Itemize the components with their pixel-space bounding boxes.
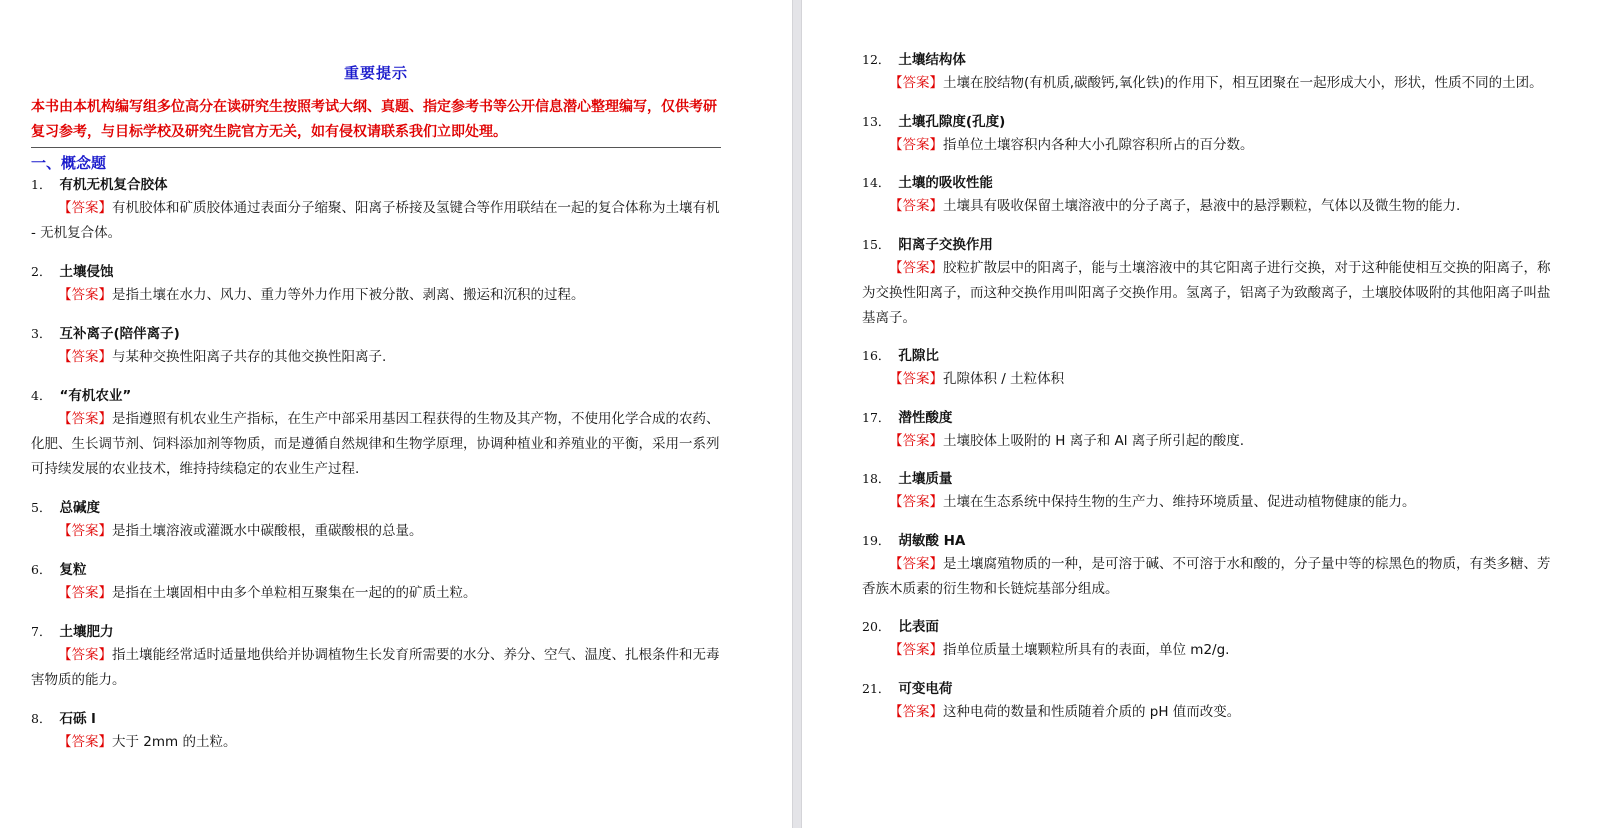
entry-number: 7．	[31, 624, 52, 639]
answer-tag: 【答案】	[889, 642, 943, 658]
term-line	[862, 407, 1552, 429]
entry-term: 比表面	[898, 619, 939, 635]
entry-number: 1．	[31, 177, 52, 192]
term-line	[31, 559, 721, 581]
answer-text: 是土壤腐殖物质的一种，是可溶于碱、不可溶于水和酸的，分子量中等的棕黑色的物质，有类多糖、芳香族木质素的衍生物和长链烷基部分组成。	[862, 555, 1551, 597]
entry-number: 4．	[31, 388, 52, 403]
term-line	[862, 49, 1552, 71]
entry-answer	[862, 133, 1552, 158]
answer-text: 指单位质量土壤颗粒所具有的表面，单位 m2/g.	[943, 642, 1230, 658]
term-line	[31, 708, 721, 730]
answer-tag: 【答案】	[58, 349, 112, 365]
entry-answer	[862, 429, 1552, 454]
answer-tag: 【答案】	[889, 703, 943, 720]
entry-answer	[862, 552, 1552, 602]
page-content	[862, 0, 1552, 739]
answer-text: 孔隙体积 / 土粒体积	[943, 371, 1065, 387]
entry-term: 孔隙比	[898, 348, 939, 364]
term-line	[862, 678, 1552, 700]
entry-term: 土壤孔隙度(孔度)	[898, 113, 1006, 130]
entry-term: 胡敏酸 HA	[898, 532, 966, 549]
answer-tag: 【答案】	[889, 198, 943, 214]
answer-text: 是指在土壤固相中由多个单粒相互聚集在一起的的矿质土粒。	[112, 585, 477, 601]
page-content	[31, 0, 721, 770]
term-line	[862, 234, 1552, 256]
entry-term: 有机无机复合胶体	[59, 177, 168, 193]
concept-entry	[862, 616, 1552, 663]
entry-answer	[862, 194, 1552, 219]
answer-text: 土壤胶体上吸附的 H 离子和 Al 离子所引起的酸度.	[943, 432, 1245, 449]
answer-tag: 【答案】	[58, 200, 112, 216]
entry-term: 土壤侵蚀	[59, 264, 114, 280]
answer-tag: 【答案】	[58, 585, 112, 601]
entry-term: “有机农业”	[59, 388, 132, 404]
entry-term: 土壤结构体	[898, 52, 966, 68]
entry-number: 15．	[862, 236, 891, 252]
entry-number: 6．	[31, 562, 52, 577]
entry-number: 17．	[862, 409, 891, 425]
entry-number: 18．	[862, 471, 891, 486]
entry-answer	[862, 490, 1552, 515]
answer-text: 土壤具有吸收保留土壤溶液中的分子离子，悬液中的悬浮颗粒，气体以及微生物的能力.	[943, 198, 1461, 214]
concept-entry	[862, 530, 1552, 602]
notice-title: 重要提示	[343, 64, 408, 82]
entry-answer	[31, 730, 721, 755]
entry-answer	[862, 256, 1552, 331]
term-line	[31, 323, 721, 345]
concept-entry	[31, 497, 721, 544]
term-line	[862, 468, 1552, 490]
concept-entry	[862, 172, 1552, 219]
concept-entry	[862, 234, 1552, 331]
entry-list	[31, 174, 721, 755]
answer-text: 有机胶体和矿质胶体通过表面分子缩聚、阳离子桥接及氢键合等作用联结在一起的复合体称为土壤有机 - 无机复合体。	[31, 200, 720, 241]
entry-answer	[31, 345, 721, 370]
entry-term: 可变电荷	[898, 680, 953, 697]
answer-text: 胶粒扩散层中的阳离子，能与土壤溶液中的其它阳离子进行交换，对于这种能使相互交换的阳离子，称为交换性阳离子，而这种交换作用叫阳离子交换作用。氢离子，铝离子为致酸离子，土壤胶体吸附的其他阳离子叫盐基离子。	[862, 259, 1551, 326]
answer-tag: 【答案】	[889, 432, 943, 449]
entry-number: 5．	[31, 500, 52, 515]
entry-answer	[31, 283, 721, 308]
entry-answer	[31, 519, 721, 544]
document-page-left	[0, 0, 792, 828]
answer-text: 是指土壤在水力、风力、重力等外力作用下被分散、剥离、搬运和沉积的过程。	[112, 287, 585, 303]
concept-entry	[862, 678, 1552, 725]
entry-answer	[862, 71, 1552, 96]
term-line	[862, 172, 1552, 194]
term-line	[862, 616, 1552, 638]
entry-term: 阳离子交换作用	[898, 236, 993, 253]
concept-entry	[862, 49, 1552, 96]
entry-term: 土壤质量	[898, 471, 953, 487]
entry-number: 3．	[31, 326, 52, 341]
term-line	[31, 621, 721, 643]
entry-term: 土壤的吸收性能	[898, 175, 993, 191]
concept-entry	[31, 708, 721, 755]
entry-list	[862, 49, 1552, 725]
term-line	[31, 497, 721, 519]
answer-tag: 【答案】	[889, 371, 943, 387]
answer-text: 大于 2mm 的土粒。	[112, 734, 237, 750]
term-line	[862, 345, 1552, 367]
entry-term: 复粒	[59, 562, 87, 578]
term-line	[31, 261, 721, 283]
entry-number: 19．	[862, 532, 891, 548]
concept-entry	[31, 559, 721, 606]
answer-tag: 【答案】	[58, 523, 112, 539]
entry-answer	[31, 407, 721, 482]
entry-number: 12．	[862, 52, 891, 67]
answer-text: 是指遵照有机农业生产指标，在生产中部采用基因工程获得的生物及其产物，不使用化学合成的农药、化肥、生长调节剂、饲料添加剂等物质，而是遵循自然规律和生物学原理，协调种植业和养殖业的平衡，采用一系列可持续发展的农业技术，维持持续稳定的农业生产过程.	[31, 411, 720, 477]
concept-entry	[31, 385, 721, 482]
concept-entry	[31, 621, 721, 693]
entry-term: 潜性酸度	[898, 409, 953, 426]
concept-entry	[862, 345, 1552, 392]
answer-text: 土壤在胶结物(有机质,碳酸钙,氧化铁)的作用下，相互团聚在一起形成大小，形状，性质不同的土团。	[943, 75, 1543, 91]
entry-answer	[862, 638, 1552, 663]
entry-term: 总碱度	[59, 500, 100, 516]
concept-entry	[862, 468, 1552, 515]
answer-text: 与某种交换性阳离子共存的其他交换性阳离子.	[112, 349, 387, 365]
term-line	[31, 174, 721, 196]
entry-term: 土壤肥力	[59, 624, 114, 640]
entry-number: 21．	[862, 680, 891, 696]
answer-text: 这种电荷的数量和性质随着介质的 pH 值而改变。	[943, 703, 1241, 720]
entry-number: 20．	[862, 619, 891, 634]
entry-number: 16．	[862, 348, 891, 363]
concept-entry	[31, 323, 721, 370]
page-gutter	[792, 0, 802, 828]
concept-entry	[31, 261, 721, 308]
entry-answer	[862, 700, 1552, 725]
answer-tag: 【答案】	[889, 136, 943, 153]
answer-tag: 【答案】	[889, 75, 943, 91]
section-heading: 一、概念题	[31, 147, 721, 174]
entry-number: 14．	[862, 175, 891, 190]
entry-number: 8．	[31, 711, 52, 726]
notice-body: 本书由本机构编写组多位高分在读研究生按照考试大纲、真题、指定参考书等公开信息潜心整理编写，仅供考研复习参考，与目标学校及研究生院官方无关，如有侵权请联系我们立即处理。	[31, 99, 717, 140]
answer-tag: 【答案】	[58, 734, 112, 750]
entry-answer	[862, 367, 1552, 392]
answer-tag: 【答案】	[889, 494, 943, 510]
answer-text: 土壤在生态系统中保持生物的生产力、维持环境质量、促进动植物健康的能力。	[943, 494, 1416, 510]
answer-tag: 【答案】	[58, 647, 112, 663]
answer-tag: 【答案】	[889, 555, 943, 572]
answer-tag: 【答案】	[58, 411, 112, 427]
answer-text: 指土壤能经常适时适量地供给并协调植物生长发育所需要的水分、养分、空气、温度、扎根条件和无毒害物质的能力。	[31, 647, 720, 688]
entry-number: 2．	[31, 264, 52, 279]
entry-answer	[31, 643, 721, 693]
concept-entry	[31, 174, 721, 246]
answer-text: 是指土壤溶液或灌溉水中碳酸根，重碳酸根的总量。	[112, 523, 423, 539]
term-line	[862, 530, 1552, 552]
term-line	[862, 111, 1552, 133]
concept-entry	[862, 407, 1552, 454]
entry-answer	[31, 581, 721, 606]
answer-tag: 【答案】	[889, 259, 943, 276]
term-line	[31, 385, 721, 407]
entry-answer	[31, 196, 721, 246]
entry-term: 互补离子(陪伴离子)	[59, 326, 180, 342]
entry-number: 13．	[862, 113, 891, 129]
answer-text: 指单位土壤容积内各种大小孔隙容积所占的百分数。	[943, 136, 1254, 153]
answer-tag: 【答案】	[58, 287, 112, 303]
entry-term: 石砾 l	[59, 711, 96, 727]
concept-entry	[862, 111, 1552, 158]
document-page-right	[802, 0, 1603, 828]
